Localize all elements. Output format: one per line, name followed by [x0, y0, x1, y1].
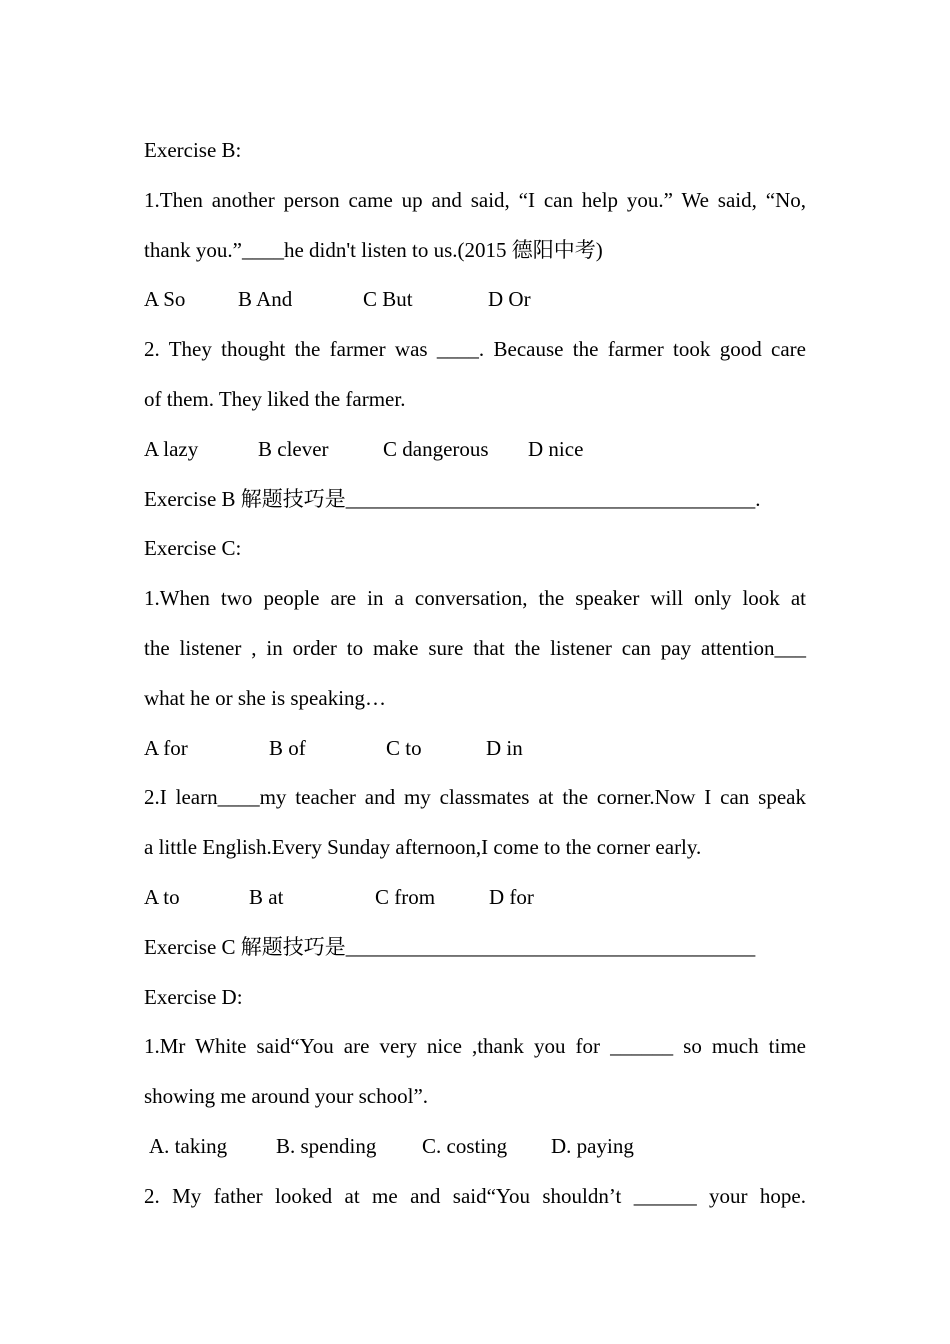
exercise-b-tip: Exercise B 解题技巧是_______________________________________. — [144, 486, 761, 511]
exercise-c-q2-options — [144, 879, 806, 929]
exercise-b-heading: Exercise B: — [144, 138, 242, 162]
option-d: D. paying — [551, 1133, 634, 1158]
exercise-c-q2-line1: 2.I learn____my teacher and my classmates at the corner.Now I can speak — [144, 785, 806, 810]
option-c: C But — [363, 287, 413, 312]
exercise-b-q2-line1: 2. They thought the farmer was ____. Because the farmer took good care — [144, 337, 806, 362]
exercise-d-heading: Exercise D: — [144, 984, 243, 1009]
exercise-b-q2-line2: of them. They liked the farmer. — [144, 386, 406, 411]
document-body — [144, 132, 806, 1228]
exercise-c-q1-options — [144, 730, 806, 780]
exercise-b-q2-options — [144, 431, 806, 481]
option-c: C dangerous — [383, 436, 489, 461]
exercise-c-tip: Exercise C 解题技巧是_______________________________________ — [144, 934, 756, 959]
option-d: D for — [489, 884, 534, 909]
exercise-c-q1-line2: the listener , in order to make sure that the listener can pay attention___ — [144, 635, 806, 660]
option-c: C to — [386, 735, 422, 760]
option-d: D in — [486, 735, 523, 760]
option-a: A for — [144, 735, 188, 760]
exercise-b-q1-line2: thank you.”____he didn't listen to us.(2015 德阳中考) — [144, 237, 603, 262]
option-a: A. taking — [149, 1133, 228, 1158]
exercise-c-heading: Exercise C: — [144, 536, 242, 561]
option-b: B. spending — [276, 1133, 377, 1158]
option-d: D Or — [488, 287, 531, 312]
exercise-b-q1-options — [144, 281, 806, 331]
option-a: A lazy — [144, 436, 199, 461]
exercise-c-q1-line1: 1.When two people are in a conversation, the speaker will only look at — [144, 586, 806, 611]
exercise-d-q2-line1: 2. My father looked at me and said“You shouldn’t ______ your hope. — [144, 1183, 806, 1208]
option-d: D nice — [528, 436, 584, 461]
option-c: C from — [375, 884, 436, 909]
option-b: B at — [249, 884, 284, 909]
exercise-d-q1-line2: showing me around your school”. — [144, 1084, 429, 1109]
exercise-d-q1-options — [144, 1128, 806, 1178]
exercise-c-q2-line2: a little English.Every Sunday afternoon,I come to the corner early. — [144, 835, 702, 860]
option-b: B And — [238, 287, 293, 312]
exercise-d-q1-line1: 1.Mr White said“You are very nice ,thank you for ______ so much time — [144, 1034, 806, 1059]
exercise-b-q1-line1: 1.Then another person came up and said, “I can help you.” We said, “No, — [144, 187, 806, 212]
option-b: B of — [269, 735, 306, 760]
option-b: B clever — [258, 436, 329, 461]
option-a: A to — [144, 884, 180, 909]
exercise-c-q1-line3: what he or she is speaking… — [144, 685, 387, 710]
option-a: A So — [144, 287, 186, 312]
option-c: C. costing — [422, 1133, 508, 1158]
